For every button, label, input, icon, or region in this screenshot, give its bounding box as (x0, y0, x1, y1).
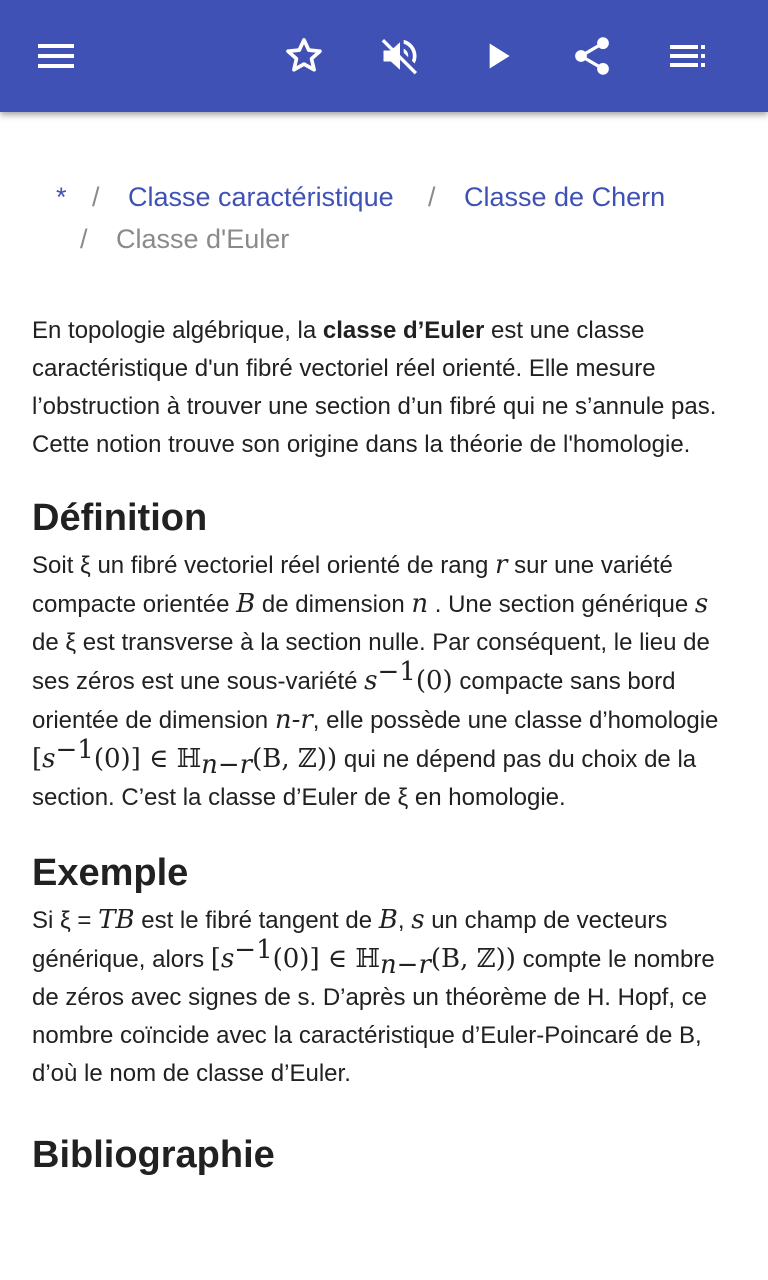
text: est une classe caractéristique d'un fibré vectoriel réel orienté. Elle mesure l’obstruction à trouver une section d’un fibré qui ne s’annule pas. Cette notion trouve son origine dans la théorie de l'homologie. (32, 317, 717, 458)
math-exponent: −1 (55, 735, 94, 765)
term-bold: classe d’Euler (322, 317, 485, 344)
menu-icon (36, 36, 76, 76)
breadcrumb (32, 112, 737, 290)
text: , elle possède une classe d’homologie (312, 707, 719, 734)
math-B: B (378, 905, 398, 935)
section-heading-exemple: Exemple (32, 852, 189, 894)
exemple-paragraph (32, 901, 737, 1093)
math-r: r (495, 550, 508, 580)
definition-paragraph (32, 546, 737, 817)
breadcrumb-item-classe-de-chern[interactable]: Classe de Chern (464, 182, 666, 212)
math-n: n (411, 589, 429, 619)
math-homology: (0)] ∈ ℍ (93, 744, 202, 774)
text: sur une variété compacte orientée (32, 552, 673, 618)
mute-button[interactable] (372, 28, 428, 84)
breadcrumb-separator: / (80, 224, 88, 254)
volume-off-icon (378, 34, 422, 78)
math-TB: TB (98, 905, 135, 935)
breadcrumb-separator: / (92, 182, 100, 212)
text: est le fibré tangent de (134, 907, 379, 934)
menu-button[interactable] (28, 28, 84, 84)
text: qui ne dépend pas du choix de la section. C’est la classe d’Euler de ξ en homologie. (32, 746, 697, 811)
breadcrumb-separator: / (428, 182, 436, 212)
math-bracket: [ (210, 944, 221, 974)
math-subscript: n−r (379, 949, 431, 980)
share-button[interactable] (564, 28, 620, 84)
breadcrumb-current: Classe d'Euler (116, 224, 290, 254)
math-n-r: n-r (274, 705, 313, 735)
article-content (32, 112, 737, 1179)
text: En topologie algébrique, la (32, 317, 323, 344)
math-s: s (42, 744, 56, 774)
math-args: (B, ℤ)) (252, 744, 338, 774)
text: , (397, 907, 412, 934)
text: Soit ξ un fibré vectoriel réel orienté de rang (32, 552, 495, 579)
breadcrumb-item-classe-caracteristique[interactable]: Classe caractéristique (128, 182, 394, 212)
math-exponent: −1 (377, 657, 416, 687)
breadcrumb-home[interactable]: * (56, 182, 67, 212)
section-heading-bibliographie: Bibliographie (32, 1134, 275, 1176)
math-exponent: −1 (234, 935, 273, 965)
math-bracket: [ (32, 744, 43, 774)
star-icon (282, 34, 326, 78)
bookmark-button[interactable] (276, 28, 332, 84)
math-B: B (236, 589, 256, 619)
math-s: s (220, 944, 235, 974)
math-homology: (0)] ∈ ℍ (272, 944, 380, 974)
math-s: s (364, 666, 378, 696)
text: de ξ est transverse à la section nulle. Par conséquent, le lieu de ses zéros est une sous-variété (32, 629, 710, 695)
app-bar (0, 0, 768, 112)
math-subscript: n−r (201, 749, 253, 780)
play-icon (478, 36, 518, 76)
section-heading-definition: Définition (32, 497, 208, 539)
intro-paragraph (32, 312, 737, 464)
text: un champ de vecteurs générique, alors (32, 907, 668, 973)
text: compte le nombre de zéros avec signes de s. D’après un théorème de H. Hopf, ce nombre coïncide avec la caractéristique d’Euler-Poincaré de B, d’où le nom de classe d’Euler. (32, 946, 715, 1087)
text: compacte sans bord orientée de dimension (32, 668, 676, 734)
math-s: s (694, 589, 709, 619)
math-zero: (0) (415, 666, 453, 696)
contents-button[interactable] (660, 28, 716, 84)
playlist-icon (668, 36, 708, 76)
share-icon (570, 34, 614, 78)
text: Si ξ = (32, 907, 99, 934)
math-s: s (411, 905, 425, 935)
play-button[interactable] (470, 28, 526, 84)
text: . Une section générique (428, 591, 695, 618)
math-args: (B, ℤ)) (430, 944, 516, 974)
text: de dimension (255, 591, 412, 618)
